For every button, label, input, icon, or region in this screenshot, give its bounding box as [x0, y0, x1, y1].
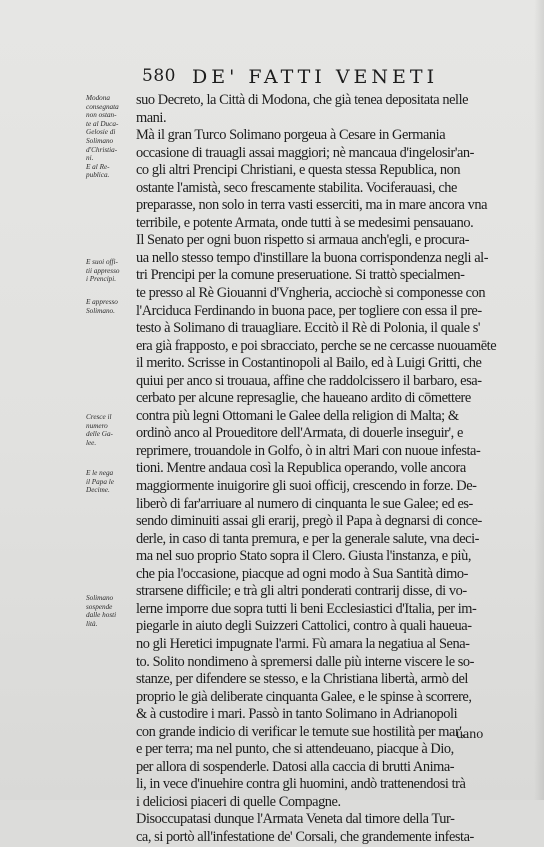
text-line: te presso al Rè Giouanni d'Vngheria, acciochè si componesse con — [136, 285, 486, 302]
margin-note-line: consegnata — [86, 102, 119, 111]
text-line: occasione di trauagli assai maggiori; nè mancaua d'ingelosir'an- — [136, 144, 475, 161]
margin-note-line: Cresce il — [86, 413, 112, 421]
margin-note-line: lità. — [86, 619, 98, 628]
page-edge-shadow — [534, 0, 544, 800]
text-line: strarsene difficile; e trà gli altri ponderati contrarij disse, di vo- — [136, 583, 467, 600]
margin-note-suoi-offici — [86, 258, 134, 284]
margin-note-line: d'Christia- — [86, 145, 118, 154]
margin-note-solimano — [86, 594, 134, 628]
text-line: per allora di sospenderle. Datosi alla caccia di brutti Anima- — [136, 758, 455, 775]
running-title: DE' FATTI VENETI — [192, 66, 439, 88]
text-line: reprimere, trouandole in Golfo, ò in altri Mari con nuoue infesta- — [136, 442, 481, 459]
margin-note-line: E le nega — [86, 469, 114, 477]
text-line: che pia l'occasione, piacque ad ogni modo à Sua Santità dimo- — [136, 565, 469, 582]
margin-note-appresso — [86, 298, 134, 315]
text-line: quiui per anco si trouaua, affine che raddolcissero il barbaro, esa- — [136, 372, 482, 389]
text-line: maggiormente inuigorire gli suoi officij, crescendo in forze. De- — [136, 478, 477, 495]
text-line: lerne imporre due sopra tutti li beni Ecclesiastici d'Italia, per im- — [136, 600, 477, 617]
text-line: preparasse, non solo in terra vasti esserciti, ma in mare ancora vna — [136, 197, 488, 214]
text-line: mani. — [136, 109, 167, 126]
text-line: ca, si portò all'infestatione de' Corsali, che grandemente infesta- — [136, 828, 474, 845]
text-line: suo Decreto, la Città di Modona, che già tenea depositata nelle — [136, 92, 469, 108]
text-line: & à custodire i mari. Passò in tanto Solimano in Adrianopoli — [136, 706, 458, 723]
text-line: e per terra; ma nel punto, che si attendeuano, piacque à Dio, — [136, 741, 454, 758]
text-line: era già frapposto, e poi sbracciato, perche se ne cercasse nuouamēte — [136, 337, 497, 354]
text-line: ostante l'amistà, seco frescamente stabilita. Vociferauasi, che — [136, 179, 457, 196]
margin-note-line: Decime. — [86, 486, 110, 495]
margin-note-line: Modona — [86, 94, 110, 102]
text-line: sendo diminuiti assai gli erarij, pregò il Papa à degnarsi di conce- — [136, 513, 482, 530]
text-line: ordinò anco al Proueditore dell'Armata, di douerle inseguir', e — [136, 425, 463, 442]
margin-note-line: sospende — [86, 602, 113, 611]
margin-note-line: Solimano — [86, 136, 114, 145]
margin-note-line: E appresso — [86, 298, 118, 306]
text-line: terribile, e potente Armata, onde tutti à se medesimi pensauano. — [136, 214, 474, 231]
margin-note-line: E al Re- — [86, 162, 110, 171]
margin-note-line: il Papa le — [86, 477, 114, 486]
margin-note-line: Solimano — [86, 594, 114, 602]
text-line: ma nel suo proprio Stato sopra il Clero. Giusta l'instanza, e più, — [136, 548, 471, 565]
margin-note-cresce — [86, 413, 134, 447]
text-line: ua nello stesso tempo d'instillare la buona corrispondenza negli al- — [136, 249, 489, 266]
margin-note-line: dalle hosti — [86, 611, 117, 620]
text-line: no gli Heretici impugnate l'armi. Fù amara la negatiua al Sena- — [136, 635, 470, 652]
text-line: i deliciosi piaceri di quelle Compagne. — [136, 793, 341, 810]
text-line: l'Arciduca Ferdinando in buona pace, per togliere con essa il pre- — [136, 302, 482, 319]
text-line: liberò di far'arriuare al numero di cinquanta le sue Galee; ed es- — [136, 495, 473, 512]
text-line: Mà il gran Turco Solimano porgeua à Cesare in Germania — [136, 127, 446, 144]
text-line: Il Senato per ogni buon rispetto si armaua anch'egli, e procura- — [136, 232, 470, 249]
margin-note-modona — [86, 94, 134, 180]
text-line: piegarle in aiuto degli Suizzeri Cattolici, contro à quali haueua- — [136, 618, 472, 635]
text-line: li, in vece d'inuehire contra gli huomini, andò trattenendosi trà — [136, 776, 466, 793]
margin-note-line: ni. — [86, 154, 94, 163]
text-line: cerbato per alcune represaglie, che haueano ardito di cōmettere — [136, 390, 471, 407]
margin-note-line: E suoi offi- — [86, 258, 118, 266]
margin-note-papa — [86, 469, 134, 495]
margin-note-line: Solimano. — [86, 306, 115, 315]
margin-note-line: lee. — [86, 438, 97, 447]
text-line: contra più legni Ottomani le Galee della religion di Malta; & — [136, 407, 459, 424]
margin-note-line: numero — [86, 421, 108, 430]
margin-note-line: publica. — [86, 171, 110, 180]
text-line: co gli altri Prencipi Christiani, e questa stessa Republica, non — [136, 162, 461, 179]
text-line: testo à Solimano di trauagliare. Eccitò il Rè di Polonia, il quale s' — [136, 320, 481, 337]
text-line: il merito. Scrisse in Costantinopoli al Bailo, ed à Luigi Gritti, che — [136, 355, 482, 372]
text-line: proprio le già deliberate cinquanta Galee, e le spinse à scorrere, — [136, 688, 472, 705]
margin-note-line: Gelosie di — [86, 128, 116, 137]
text-line: con grande indicio di verificar le temute sue hostilità per mar', — [136, 723, 465, 740]
page-number: 580 — [142, 66, 176, 86]
margin-note-line: non ostan- — [86, 111, 117, 120]
catchword: uano — [456, 727, 484, 742]
text-line: to. Solito nondimeno à spremersi dalle più interne viscere le so- — [136, 653, 475, 670]
text-line: Disoccupatasi dunque l'Armata Veneta dal timore della Tur- — [136, 811, 455, 828]
text-line: stanze, per difendere se stesso, e la Christiana libertà, armò del — [136, 671, 468, 688]
margin-note-line: delle Ga- — [86, 430, 113, 439]
margin-note-line: te al Duca- — [86, 119, 119, 128]
body-text — [136, 92, 500, 847]
text-line: derle, in caso di tanta premura, e per la generale salute, vna deci- — [136, 530, 479, 547]
text-line: tioni. Mentre andaua così la Republica operando, volle ancora — [136, 460, 466, 477]
margin-note-line: tii appresso — [86, 266, 120, 275]
text-line: tri Prencipi per la comune preseruatione. Si trattò specialmen- — [136, 267, 465, 284]
page-header — [142, 66, 472, 90]
margin-note-line: i Prencipi. — [86, 275, 117, 284]
